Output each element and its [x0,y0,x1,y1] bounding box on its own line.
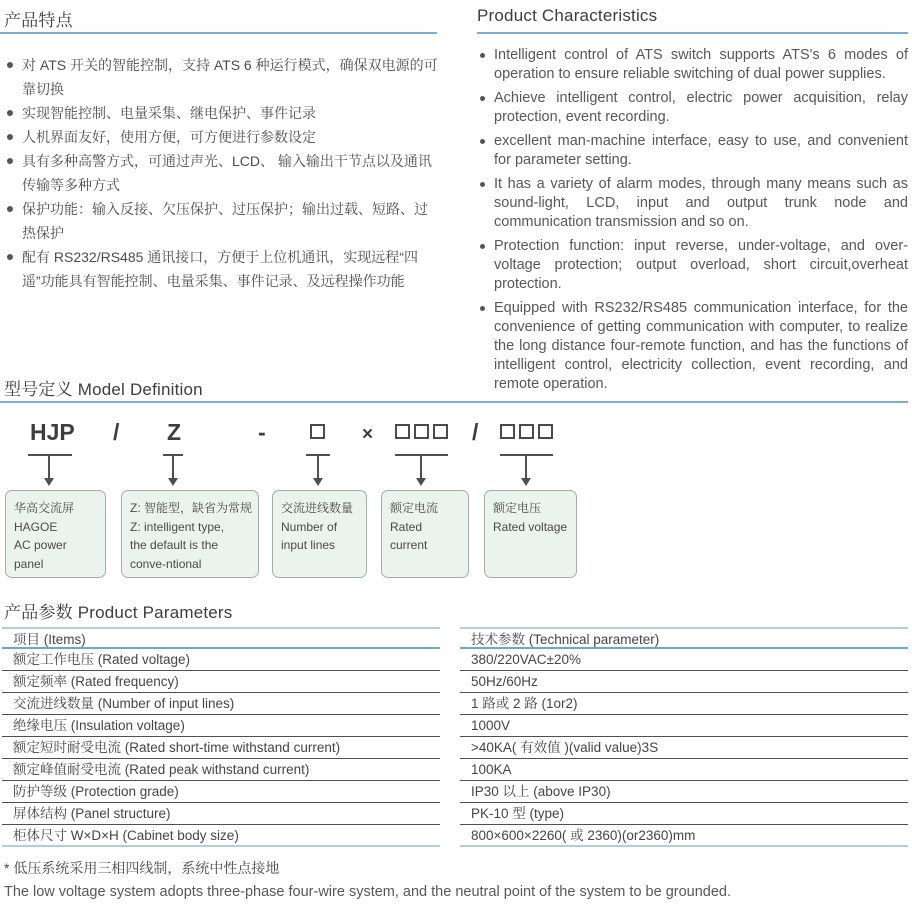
table-row [2,759,908,781]
bullet-icon [480,182,485,187]
model-box-line: Z: intelligent type, [130,519,225,534]
characteristic-item [477,299,908,394]
model-digit-box-icon [395,424,410,439]
model-definition-rule [0,401,908,403]
param-value: 1000V [460,715,908,737]
characteristic-text: excellent man-machine interface, easy to use, and convenient for parameter setting. [494,133,908,168]
characteristics-heading-rule [477,32,908,34]
param-value: 1 路或 2 路 (1or2) [460,693,908,715]
model-digit-box-icon [414,424,429,439]
features-heading: 产品特点 [4,11,73,30]
param-name: 额定频率 (Rated frequency) [2,671,440,693]
table-row [2,781,908,803]
table-row [2,693,908,715]
model-code-prefix: HJP [30,419,75,445]
model-box-line: AC power panel [14,538,67,571]
model-box-type [121,490,259,578]
model-box-line: 交流进线数量 [281,501,354,515]
features-list [4,53,438,293]
param-value: >40KA( 有效值 )(valid value)3S [460,737,908,759]
connector-line [525,454,527,480]
bullet-icon [480,96,485,101]
feature-text: 实现智能控制、电量采集、继电保护、事件记录 [22,105,316,121]
footnote [4,858,908,903]
model-box-panel [5,490,106,578]
characteristic-item [477,89,908,127]
table-row [2,803,908,825]
model-digit-box-icon [310,424,325,439]
parameters-heading: 产品参数 Product Parameters [4,603,233,622]
feature-item [4,101,438,125]
model-box-line: Rated current [390,519,428,553]
feature-text: 配有 RS232/RS485 通讯接口，方便于上位机通讯，实现远程“四遥”功能具有智能控制、电量采集、事件记录、及远程操作功能 [22,249,418,289]
param-value: 380/220VAC±20% [460,649,908,671]
model-box-line: input lines [281,538,336,553]
characteristics-section [477,6,908,399]
model-box-rated-current [381,490,469,578]
table-row [2,649,908,671]
features-section [4,6,438,293]
table-row [2,825,908,847]
model-digit-box-icon [500,424,515,439]
features-heading-rule [0,32,437,34]
model-box-rated-voltage [484,490,577,578]
feature-item [4,53,438,101]
arrow-down-icon [168,478,178,486]
model-box-line: the default is the [130,538,219,553]
model-code-type: Z [167,419,182,445]
model-definition-diagram [0,410,912,595]
table-header-row [2,627,908,649]
param-value: IP30 以上 (above IP30) [460,781,908,803]
characteristic-text: It has a variety of alarm modes, through many means such as sound-light, LCD, input and output trunk node and communication transmission and so on. [494,176,908,230]
bullet-icon [7,110,13,116]
characteristic-text: Intelligent control of ATS switch supports ATS's 6 modes of operation to ensure reliable switching of dual power supplies. [494,47,908,82]
footnote-english: The low voltage system adopts three-phase four-wire system, and the neutral point of the system to be grounded. [4,884,732,900]
model-code-slash: / [472,419,479,445]
characteristic-item [477,175,908,232]
model-box-line: Number of [281,519,338,534]
bullet-icon [7,254,13,260]
arrow-down-icon [313,478,323,486]
model-code-dash: - [258,419,266,445]
connector-line [28,454,72,456]
bullet-icon [480,53,485,58]
model-box-line: conve-ntional [130,556,202,571]
feature-text: 人机界面友好，使用方便，可方便进行参数设定 [22,129,316,145]
param-value: 100KA [460,759,908,781]
characteristic-item [477,237,908,294]
column-header-technical: 技术参数 (Technical parameter) [460,627,908,649]
feature-item [4,149,438,197]
param-name: 额定峰值耐受电流 (Rated peak withstand current) [2,759,440,781]
feature-item [4,197,438,245]
column-header-items: 项目 (Items) [2,627,440,649]
model-definition-heading: 型号定义 Model Definition [4,380,203,399]
parameters-table [2,627,908,847]
bullet-icon [480,244,485,249]
feature-text: 对 ATS 开关的智能控制，支持 ATS 6 种运行模式，确保双电源的可靠切换 [22,57,438,97]
characteristics-list [477,46,908,394]
characteristics-heading: Product Characteristics [477,6,658,25]
param-value: PK-10 型 (type) [460,803,908,825]
model-box-input-lines [272,490,367,578]
table-row [2,671,908,693]
model-box-line: Z: 智能型，缺省为常规 [130,501,252,515]
param-name: 防护等级 (Protection grade) [2,781,440,803]
param-value: 50Hz/60Hz [460,671,908,693]
bullet-icon [480,139,485,144]
bullet-icon [7,134,13,140]
model-digit-group-current [395,424,448,439]
model-box-line: HAGOE [14,519,58,534]
model-box-line: Rated voltage [493,519,568,534]
characteristic-item [477,132,908,170]
param-name: 绝缘电压 (Insulation voltage) [2,715,440,737]
param-value: 800×600×2260( 或 2360)(or2360)mm [460,825,908,847]
model-digit-group-voltage [500,424,553,439]
model-digit-box-icon [433,424,448,439]
arrow-down-icon [521,478,531,486]
characteristic-item [477,46,908,84]
characteristic-text: Achieve intelligent control, electric power acquisition, relay protection, event recording. [494,90,908,125]
model-code-slash: / [113,419,120,445]
feature-text: 保护功能：输入反接、欠压保护、过压保护；输出过载、短路、过热保护 [22,201,428,241]
model-digit-box-icon [519,424,534,439]
bullet-icon [7,206,13,212]
model-box-line: 华高交流屏 [14,501,75,515]
arrow-down-icon [44,478,54,486]
model-box-line: 额定电流 [390,501,439,515]
param-name: 交流进线数量 (Number of input lines) [2,693,440,715]
feature-item [4,245,438,293]
model-code-times: × [362,424,374,445]
bullet-icon [480,306,485,311]
connector-line [420,454,422,480]
param-name: 额定工作电压 (Rated voltage) [2,649,440,671]
connector-line [317,454,319,480]
characteristic-text: Equipped with RS232/RS485 communication interface, for the convenience of getting communication with computer, to realize the long distance four-remote function, and has the functions of intelligent control, electricity collection, event recording, and remote operation. [494,300,908,392]
connector-line [48,454,50,480]
feature-text: 具有多种高警方式，可通过声光、LCD、 输入输出干节点以及通讯传输等多种方式 [22,153,432,193]
model-box-line: 额定电压 [493,501,542,515]
bullet-icon [7,62,13,68]
model-digit-box-icon [538,424,553,439]
feature-item [4,125,438,149]
table-row [2,715,908,737]
arrow-down-icon [416,478,426,486]
characteristic-text: Protection function: input reverse, under-voltage, and over-voltage protection; output overload, short circuit,overheat protection. [494,238,908,292]
param-name: 额定短时耐受电流 (Rated short-time withstand current) [2,737,440,759]
bullet-icon [7,158,13,164]
table-row [2,737,908,759]
footnote-chinese: * 低压系统采用三相四线制，系统中性点接地 [4,860,280,876]
param-name: 屏体结构 (Panel structure) [2,803,440,825]
param-name: 柜体尺寸 W×D×H (Cabinet body size) [2,825,440,847]
connector-line [172,454,174,480]
